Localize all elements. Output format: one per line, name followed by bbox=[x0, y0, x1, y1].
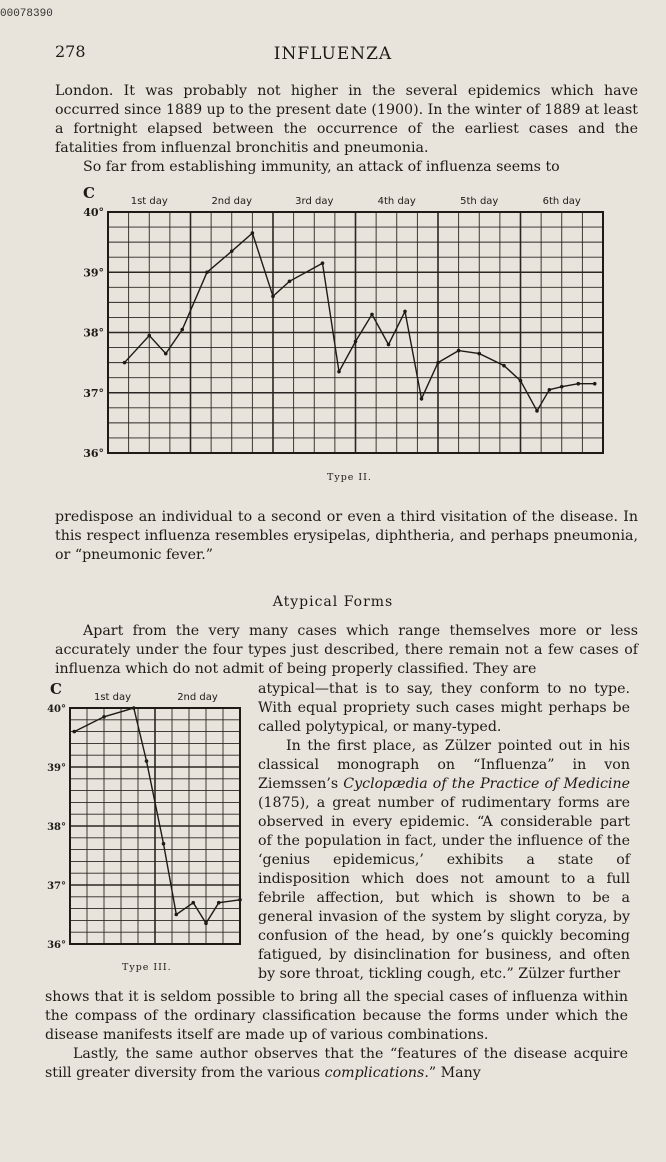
x-day-label: 4th day bbox=[377, 196, 416, 207]
temperature-data-point bbox=[535, 409, 539, 413]
temperature-data-point bbox=[576, 382, 580, 386]
temperature-data-point bbox=[271, 295, 275, 299]
x-day-label: 2nd day bbox=[211, 196, 253, 207]
temperature-data-point bbox=[548, 388, 552, 392]
temperature-data-point bbox=[164, 352, 168, 356]
temperature-data-point bbox=[217, 901, 221, 905]
temperature-data-point bbox=[102, 715, 106, 719]
paragraph-5-text-a: Lastly, the same author observes that the “features of the disease acquire still greater diversity from the various bbox=[45, 1046, 628, 1081]
x-day-label: 6th day bbox=[542, 196, 581, 207]
paragraph-1: London. It was probably not higher in the several epidemics which have occurred since 1889 up to the present date (1900). In the winter of 1889 at least a fortnight elapsed between the occurrence of the earliest cases and the fatalities from influenzal bronchitis and pneumonia. bbox=[55, 83, 638, 156]
temperature-data-point bbox=[238, 898, 242, 902]
x-day-label: 3rd day bbox=[295, 196, 334, 207]
y-tick-label: 38° bbox=[47, 822, 66, 833]
y-tick-label: 39° bbox=[83, 266, 104, 280]
temperature-data-point bbox=[370, 313, 374, 317]
x-day-label: 5th day bbox=[460, 196, 499, 207]
chart-caption-type-ii: Type II. bbox=[327, 472, 372, 483]
y-tick-label: 36° bbox=[47, 940, 66, 951]
temperature-data-point bbox=[180, 328, 184, 332]
x-day-label: 2nd day bbox=[177, 692, 218, 703]
axis-unit-label: C bbox=[50, 680, 62, 698]
temperature-data-point bbox=[502, 364, 506, 368]
temperature-series-line bbox=[125, 233, 595, 411]
temperature-series-line bbox=[74, 708, 240, 923]
paragraph-2-continuation: predispose an individual to a second or even a third visitation of the disease. In this respect influenza resembles erysipelas, diphtheria, and perhaps pneumonia, or “pneumonic fever.” bbox=[55, 509, 638, 563]
temperature-data-point bbox=[387, 343, 391, 347]
temperature-data-point bbox=[436, 361, 440, 365]
y-tick-label: 37° bbox=[83, 386, 104, 400]
temperature-data-point bbox=[354, 340, 358, 344]
temperature-data-point bbox=[230, 249, 234, 253]
page-number: 278 bbox=[55, 42, 86, 61]
temperature-data-point bbox=[420, 397, 424, 401]
temperature-data-point bbox=[205, 270, 209, 274]
paragraph-2-start-text: So far from establishing immunity, an attack of influenza seems to bbox=[83, 159, 560, 175]
paragraph-5-italic: complications. bbox=[324, 1065, 429, 1081]
temperature-chart-type-ii bbox=[55, 180, 615, 480]
scan-id: 00078390 bbox=[0, 8, 53, 20]
temperature-data-point bbox=[321, 261, 325, 265]
y-tick-label: 39° bbox=[47, 763, 66, 774]
paragraph-4-text-a: In the first place, as Zülzer pointed out in his classical monograph on “Influenza” in von Ziemssen’s bbox=[258, 738, 630, 792]
temperature-data-point bbox=[162, 842, 166, 846]
paragraph-4-continuation: shows that it is seldom possible to bring all the special cases of influenza within the compass of the ordinary classification because the forms under which the disease manifests itself are made up of various combinations. bbox=[45, 989, 628, 1043]
temperature-data-point bbox=[204, 922, 208, 926]
paragraph-3-text: Apart from the very many cases which range themselves more or less accurately under the four types just described, there remain not a few cases of influenza which do not admit of being properly classified. They are bbox=[55, 623, 638, 677]
temperature-data-point bbox=[123, 361, 127, 365]
temperature-data-point bbox=[457, 349, 461, 353]
temperature-data-point bbox=[593, 382, 597, 386]
paragraph-5 bbox=[45, 1045, 628, 1083]
temperature-chart-type-iii bbox=[44, 678, 254, 953]
running-head: INFLUENZA bbox=[273, 44, 393, 64]
x-day-label: 1st day bbox=[93, 692, 132, 703]
temperature-data-point bbox=[174, 913, 178, 917]
paragraph-4-title: Cyclopædia of the Practice of Medicine bbox=[343, 776, 630, 792]
temperature-data-point bbox=[337, 370, 341, 374]
temperature-data-point bbox=[72, 730, 76, 734]
temperature-data-point bbox=[477, 352, 481, 356]
paragraph-3 bbox=[55, 622, 638, 679]
axis-unit-label: C bbox=[83, 184, 95, 202]
temperature-data-point bbox=[288, 279, 292, 283]
y-tick-label: 37° bbox=[47, 881, 66, 892]
paragraph-5-text-b: ” Many bbox=[428, 1065, 481, 1081]
paragraph-3-wrap: atypical—that is to say, they conform to no type. With equal propriety such cases might perhaps be called polytypical, or many-typed. bbox=[258, 681, 630, 735]
temperature-data-point bbox=[132, 706, 136, 710]
temperature-data-point bbox=[147, 334, 151, 338]
temperature-data-point bbox=[145, 759, 149, 763]
temperature-data-point bbox=[519, 379, 523, 383]
y-tick-label: 40° bbox=[47, 704, 66, 715]
chart-caption-type-iii: Type III. bbox=[122, 962, 172, 973]
temperature-data-point bbox=[191, 901, 195, 905]
paragraph-4-text-b: (1875), a great number of rudimentary forms are observed in every epidemic. “A considerable part of the population in fact, under the influence of the ‘genius epidemicus,’ exhibits a state of indisposition which does not amount to a full febrile affection, but which is shown to be a general invasion of the system by slight coryza, by confusion of the head, by one’s quickly becoming fatigued, by disinclination for business, and often by sore throat, tickling cough, etc.” Zülzer further bbox=[258, 795, 630, 982]
y-tick-label: 38° bbox=[83, 326, 104, 340]
temperature-data-point bbox=[403, 310, 407, 314]
section-heading-atypical-forms: Atypical Forms bbox=[272, 594, 394, 610]
x-day-label: 1st day bbox=[130, 196, 168, 207]
y-tick-label: 40° bbox=[83, 206, 104, 219]
paragraph-4 bbox=[258, 737, 630, 984]
paragraph-2-start bbox=[55, 158, 638, 177]
y-tick-label: 36° bbox=[83, 447, 104, 460]
temperature-data-point bbox=[251, 231, 255, 235]
temperature-data-point bbox=[560, 385, 564, 389]
